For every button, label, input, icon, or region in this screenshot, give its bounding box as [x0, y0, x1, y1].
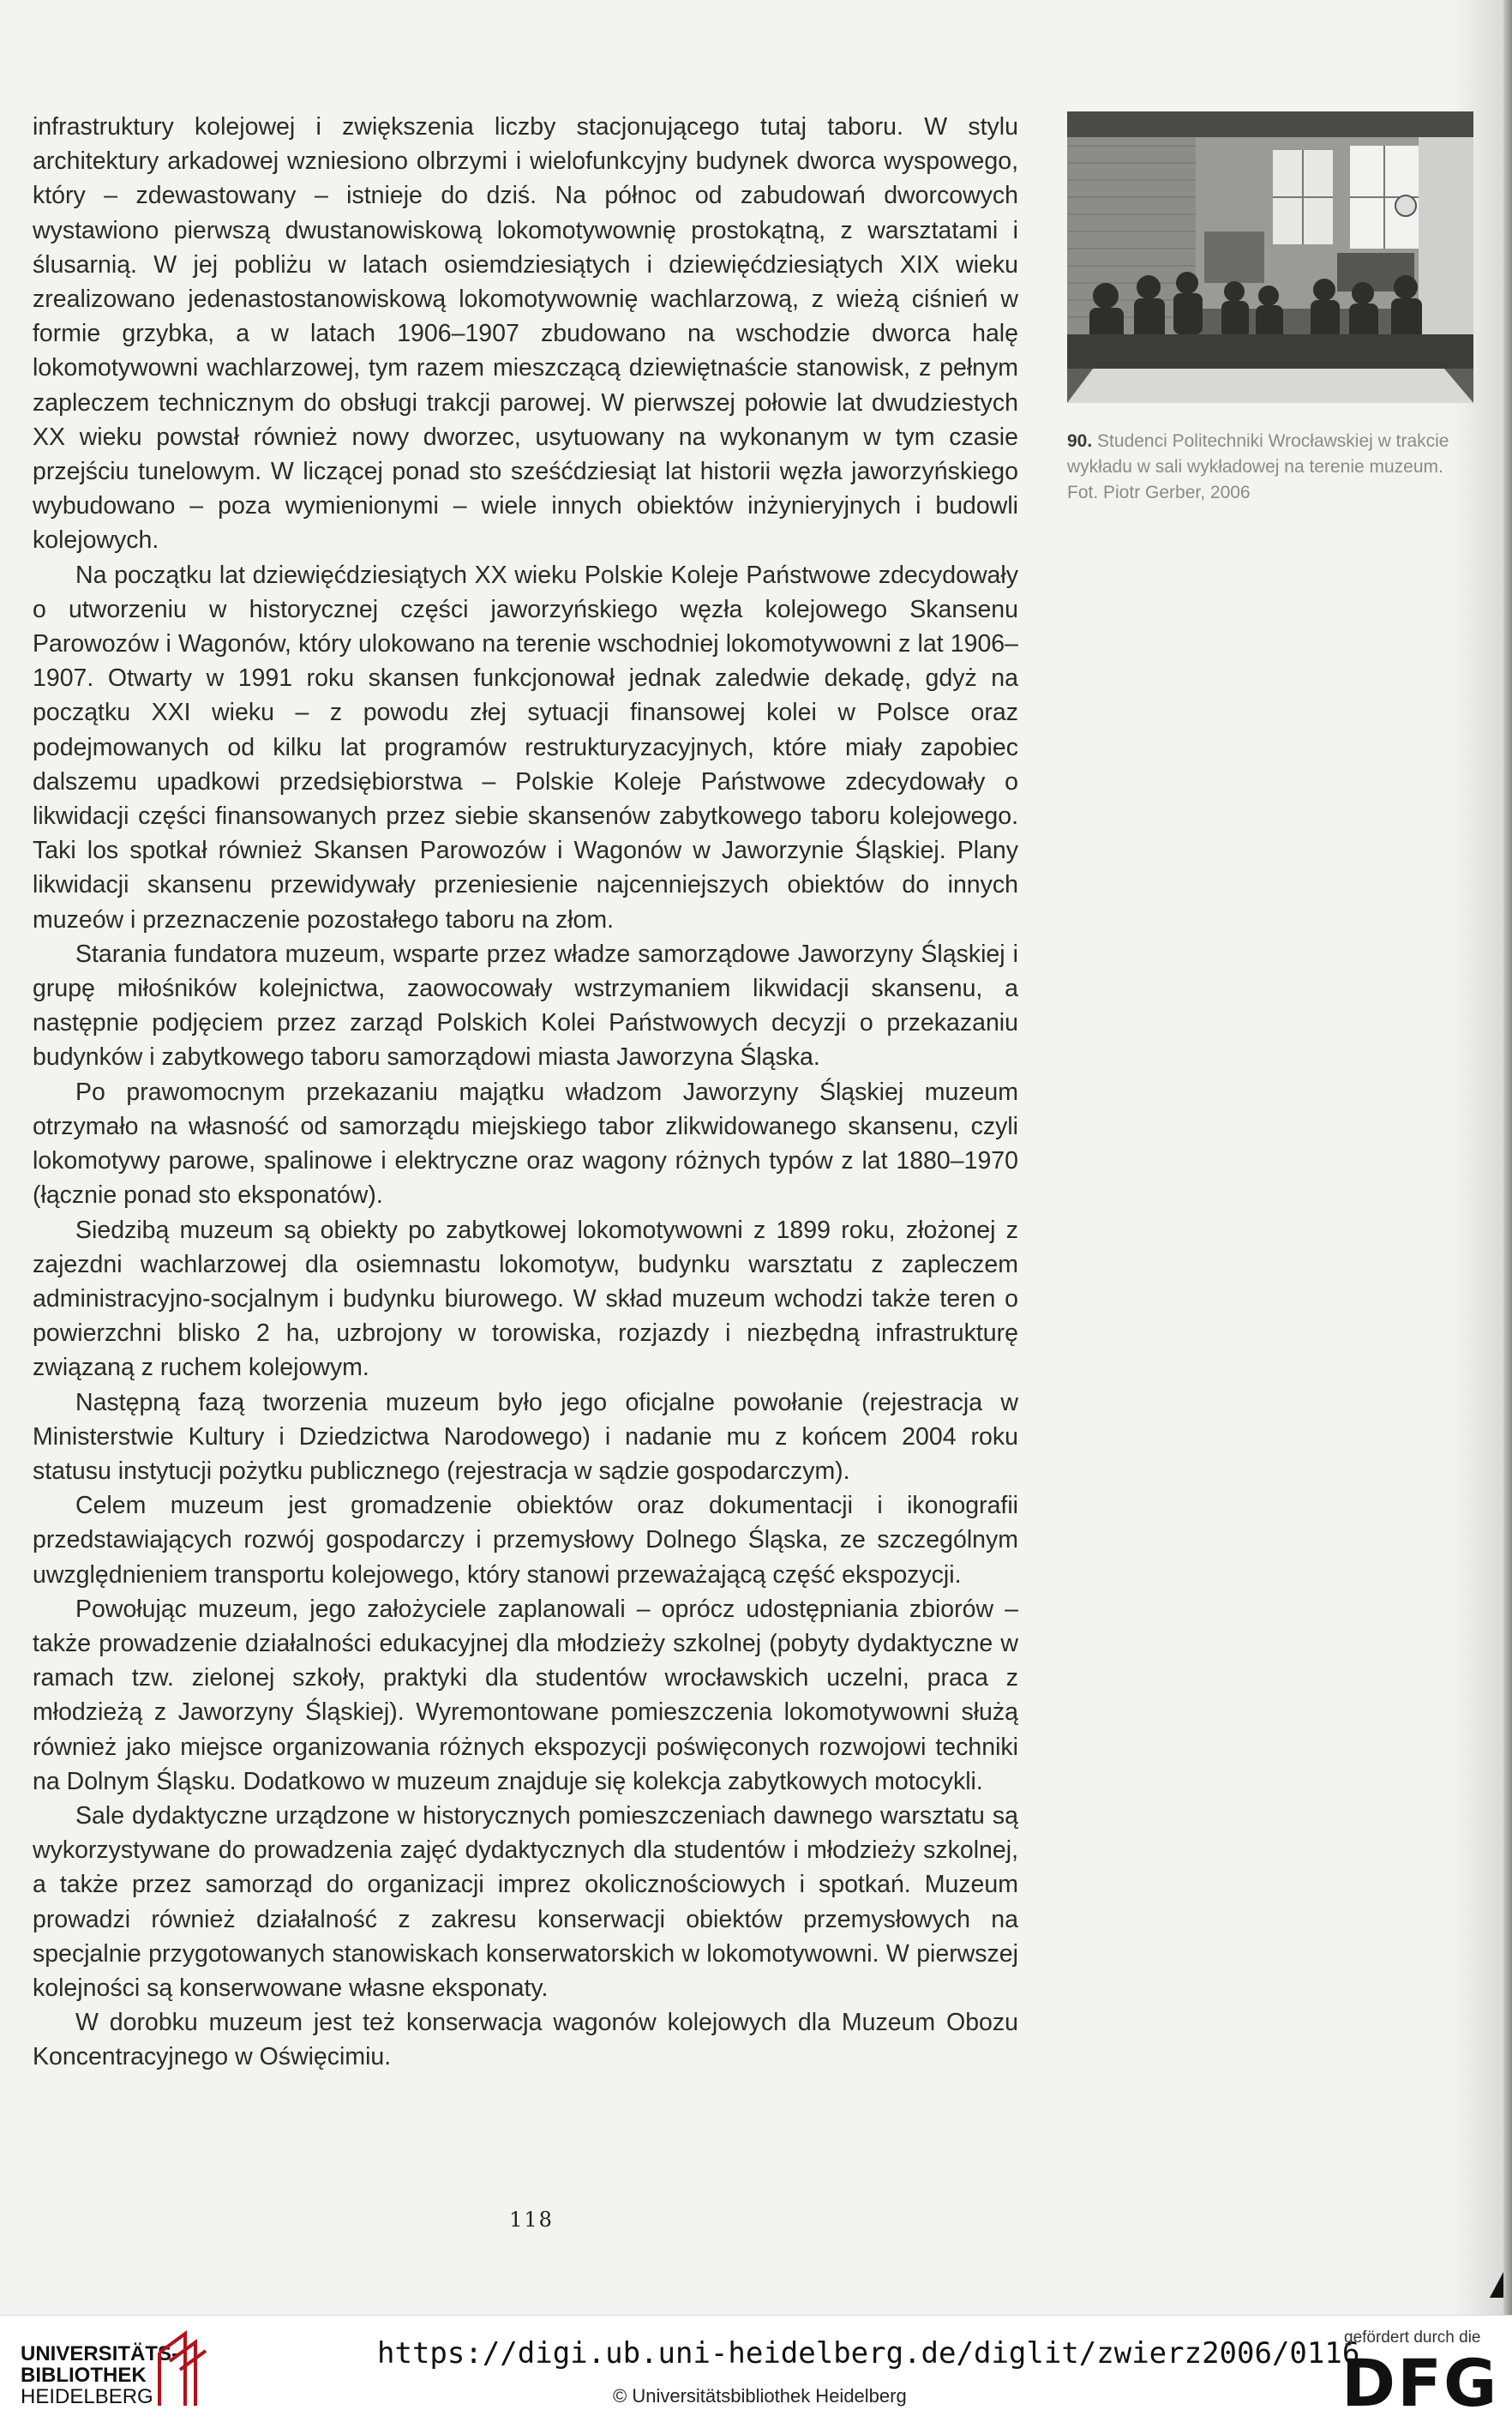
paragraph: infrastruktury kolejowej i zwiększenia liczby stacjonującego tutaj taboru. W stylu architektury arkadowej wzniesiono olbrzymi i wielofunkcyjny budynek dworca wyspowego, który – zdewastowany – istnieje do dziś. Na północ od zabudowań dworcowych wystawiono pierwszą dwustanowiskową lokomotywownię prostokątną, z warsztatami i ślusarnią. W jej pobliżu w latach osiemdziesiątych i dziewięćdziesiątych XIX wieku zrealizowano jedenastostanowiskową lokomotywownię wachlarzową, z wieżą ciśnień w formie grzybka, a w latach 1906–1907 zbudowano na wschodzie dworca halę lokomotywowni wachlarzowej, tym razem mieszczącą dziewiętnaście stanowisk, z pełnym zapleczem technicznym do obsługi trakcji parowej. W pierwszej połowie lat dwudziestych XX wieku powstał również nowy dworzec, usytuowany na wykonanym w tym czasie przejściu tunelowym. W liczącej ponad sto sześćdziesiąt lat historii węzła jaworzyńskiego wybudowano – poza wymienionymi – wiele innych obiektów inżynieryjnych i budowli kolejowych. [33, 113, 1018, 555]
caption-line-1 [1067, 429, 1479, 454]
funder-label: gefördert durch die [1344, 2329, 1481, 2347]
paragraph: Sale dydaktyczne urządzone w historycznych pomieszczeniach dawnego warsztatu są wykorzystywane do prowadzenia zajęć dydaktycznych dla studentów i młodzieży szkolnej, a także przez samorząd do organizacji imprez okolicznościowych i spotkań. Muzeum prowadzi również działalność z zakresu konserwacji obiektów przemysłowych na specjalnie przygotowanych stanowiskach konserwatorskich w lokomotywowni. W pierwszej kolejności są konserwowane własne eksponaty. [33, 1801, 1018, 2002]
caption-line-2: wykładu w sali wykładowej na terenie muzeum. [1067, 457, 1443, 477]
paragraph: Następną fazą tworzenia muzeum było jego oficjalne powołanie (rejestracja w Ministerstwie Kultury i Dziedzictwa Narodowego) i nadanie mu z końcem 2004 roku statusu instytucji pożytku publicznego (rejestracja w sądzie gospodarczym). [33, 1388, 1018, 1485]
photo-credit: Fot. Piotr Gerber, 2006 [1067, 483, 1251, 502]
lecture-hall-photo [1067, 111, 1473, 403]
library-line-3: HEIDELBERG [21, 2385, 153, 2408]
paragraph: Siedzibą muzeum są obiekty po zabytkowej lokomotywowni z 1899 roku, złożonej z zajezdni wachlarzowej dla osiemnastu lokomotyw, budynku warsztatu z zapleczem administracyjno-socjalnym i budynku biurowego. W skład muzeum wchodzi także teren o powierzchni blisko 2 ha, uzbrojony w torowiska, rozjazdy i niezbędną infrastrukturę związaną z ruchem kolejowym. [33, 1216, 1018, 1382]
caption-text-1: Studenci Politechniki Wrocławskiej w trakcie [1097, 431, 1449, 451]
library-line-2: BIBLIOTHEK [21, 2364, 147, 2387]
source-url-link[interactable]: https://digi.ub.uni-heidelberg.de/diglit/zwierz2006/0116 [377, 2336, 1360, 2371]
footer-bar [0, 2315, 1512, 2428]
paragraph: Starania fundatora muzeum, wsparte przez władze samorządowe Jaworzyny Śląskiej i grupę miłośników kolejnictwa, zaowocowały wstrzymaniem likwidacji skansenu, a następnie podjęciem przez zarząd Polskich Kolei Państwowych decyzji o przekazaniu budynków i zabytkowego taboru samorządowi miasta Jaworzyna Śląska. [33, 940, 1018, 1072]
paragraph: Celem muzeum jest gromadzenie obiektów oraz dokumentacji i ikonografii przedstawiających rozwój gospodarczy i przemysłowy Dolnego Śląska, ze szczególnym uwzględnieniem transportu kolejowego, który stanowi przeważającą część ekspozycji. [33, 1492, 1018, 1589]
dfg-logo: DFG [1341, 2345, 1499, 2421]
body-text [33, 110, 1018, 2075]
page-edge [1503, 0, 1512, 2315]
figure-caption [1067, 429, 1479, 506]
library-logo-icon [151, 2327, 211, 2417]
paragraph: Na początku lat dziewięćdziesiątych XX wieku Polskie Koleje Państwowe zdecydowały o utworzeniu w historycznej części jaworzyńskiego węzła kolejowego Skansenu Parowozów i Wagonów, który ulokowano na terenie wschodniej lokomotywowni z lat 1906–1907. Otwarty w 1991 roku skansen funkcjonował jednak zaledwie dekadę, gdyż na początku XXI wieku – z powodu złej sytuacji finansowej kolei w Polsce oraz podejmowanych od kilku lat programów restrukturyzacyjnych, które miały zapobiec dalszemu upadkowi przedsiębiorstwa – Polskie Koleje Państwowe zdecydowały o likwidacji części finansowanych przez siebie skansenów zabytkowego taboru kolejowego. Taki los spotkał również Skansen Parowozów i Wagonów w Jaworzynie Śląskiej. Plany likwidacji skansenu przewidywały przeniesienie najcenniejszych obiektów do innych muzeów i przeznaczenie pozostałego taboru na złom. [33, 561, 1018, 934]
library-line-1: UNIVERSITÄTS- [21, 2342, 179, 2365]
figure-number: 90. [1067, 431, 1093, 451]
paragraph: Powołując muzeum, jego założyciele zaplanowali – oprócz udostępniania zbiorów – także prowadzenie działalności edukacyjnej dla młodzieży szkolnej (pobyty dydaktyczne w ramach tzw. zielonej szkoły, praktyki dla studentów wrocławskich uczelni, praca z młodzieżą z Jaworzyny Śląskiej). Wyremontowane pomieszczenia lokomotywowni służą również jako miejsce organizowania różnych ekspozycji poświęconych rozwojowi techniki na Dolnym Śląsku. Dodatkowo w muzeum znajduje się kolekcja zabytkowych motocykli. [33, 1595, 1018, 1795]
copyright-notice: © Universitätsbibliothek Heidelberg [613, 2385, 907, 2407]
paragraph: W dorobku muzeum jest też konserwacja wagonów kolejowych dla Muzeum Obozu Koncentracyjnego w Oświęcimiu. [33, 2009, 1018, 2071]
paragraph: Po prawomocnym przekazaniu majątku władzom Jaworzyny Śląskiej muzeum otrzymało na własność od samorządu miejskiego tabor zlikwidowanego skansenu, czyli lokomotywy parowe, spalinowe i elektryczne oraz wagony różnych typów z lat 1880–1970 (łącznie ponad sto eksponatów). [33, 1078, 1018, 1210]
page-number: 118 [509, 2208, 554, 2232]
page-corner-mark [1490, 2272, 1503, 2298]
